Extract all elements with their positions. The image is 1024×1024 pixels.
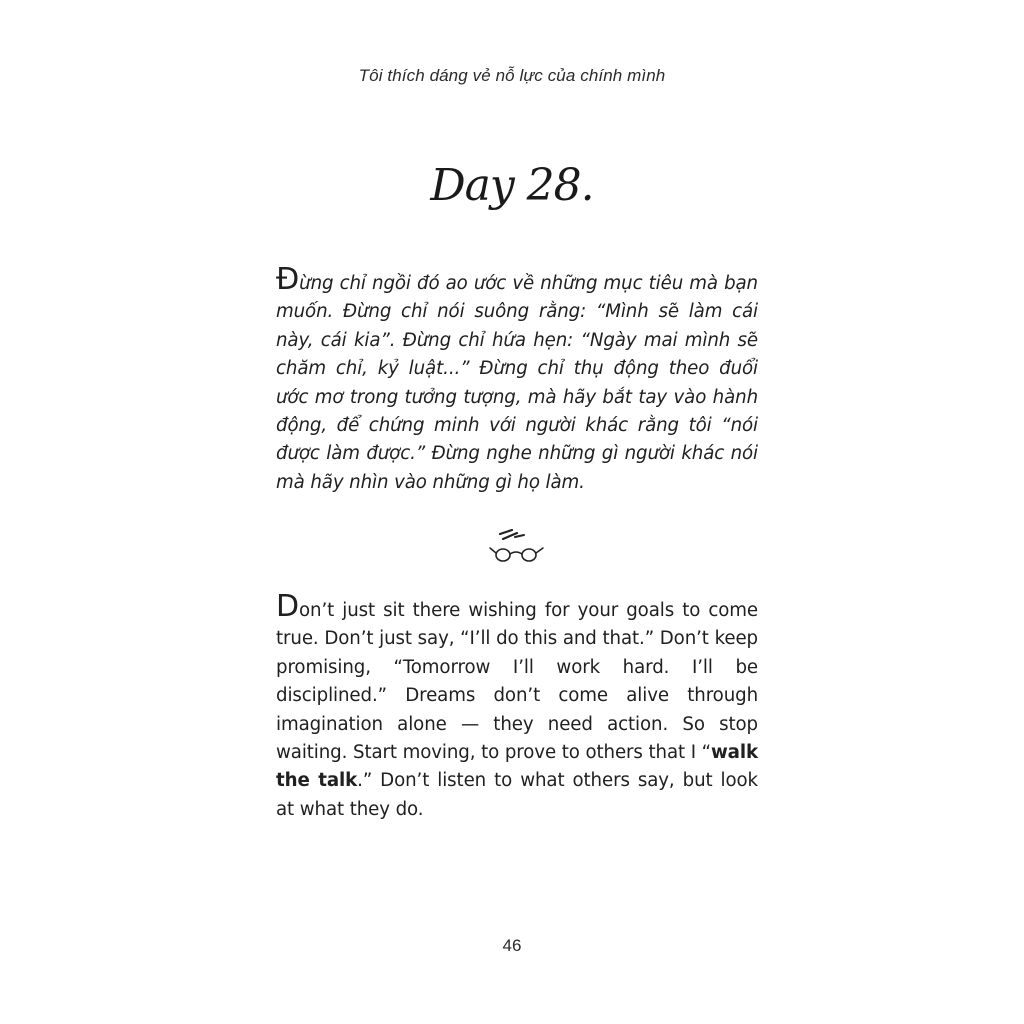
english-text-before: on’t just sit there wishing for your goals to come true. Don’t just say, “I’ll do this and that.” Don’t keep promising, “Tomorrow I’ll work hard. I’ll be disciplined.” Dreams don’t come alive through imagination alone — they need action. So stop waiting. Start moving, to prove to others that I “ — [276, 600, 758, 764]
glasses-icon — [486, 526, 546, 566]
vietnamese-text: ừng chỉ ngồi đó ao ước về những mục tiêu mà bạn muốn. Đừng chỉ nói suông rằng: “Mình sẽ làm cái này, cái kia”. Đừng chỉ hứa hẹn: “Ngày mai mình sẽ chăm chỉ, kỷ luật...” Đừng chỉ thụ động theo đuổi ước mơ trong tưởng tượng, mà hãy bắt tay vào hành động, để chứng minh với người khác rằng tôi “nói được làm được.” Đừng nghe những gì người khác nói mà hãy nhìn vào những gì họ làm. — [276, 273, 758, 493]
english-dropcap: D — [276, 589, 300, 624]
vietnamese-dropcap: Đ — [276, 262, 300, 297]
vietnamese-paragraph — [276, 262, 758, 497]
english-bold-phrase: walk the talk — [276, 742, 758, 792]
english-paragraph — [276, 589, 758, 824]
page-number: 46 — [502, 936, 522, 955]
english-text-after: .” Don’t listen to what others say, but look at what they do. — [276, 770, 758, 820]
running-header: Tôi thích dáng vẻ nỗ lực của chính mình — [358, 66, 666, 85]
day-title: Day 28. — [430, 160, 594, 211]
